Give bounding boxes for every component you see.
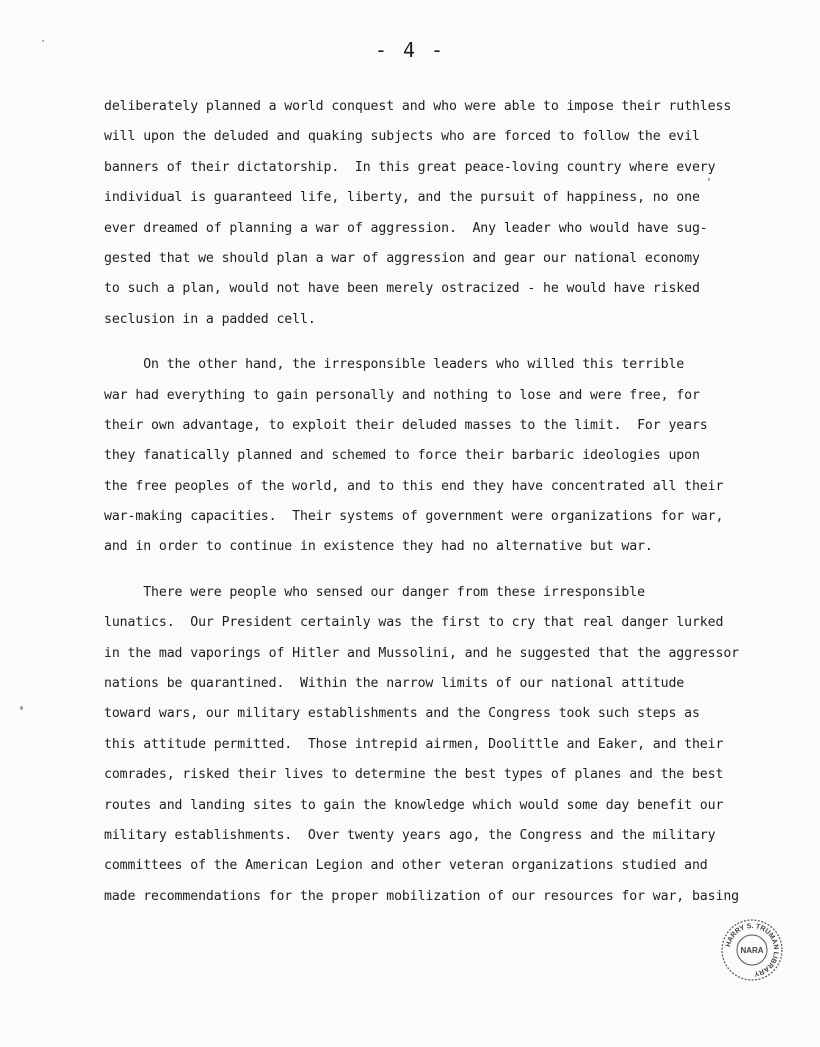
text-line: will upon the deluded and quaking subjects who are forced to follow the evil (104, 129, 700, 145)
text-line: this attitude permitted. Those intrepid airmen, Doolittle and Eaker, and their (104, 736, 724, 752)
text-line: On the other hand, the irresponsible leaders who willed this terrible (104, 357, 685, 373)
paper-speck (708, 178, 710, 181)
text-line: deliberately planned a world conquest and who were able to impose their ruthless (104, 99, 732, 114)
paper-speck (20, 706, 23, 710)
page-number: - 4 - (374, 38, 446, 62)
text-line: in the mad vaporings of Hitler and Mussolini, and he suggested that the aggressor (104, 645, 740, 661)
text-line: banners of their dictatorship. In this great peace-loving country where every (104, 159, 716, 175)
stamp-ring-text: HARRY S. TRUMAN LIBRARY (725, 922, 780, 977)
text-line: war-making capacities. Their systems of government were organizations for war, (104, 509, 724, 525)
paragraph-gap (104, 335, 804, 350)
text-line: war had everything to gain personally and nothing to lose and were free, for (104, 387, 700, 403)
text-line: committees of the American Legion and other veteran organizations studied and (104, 858, 708, 874)
text-line: ever dreamed of planning a war of aggression. Any leader who would have sug- (104, 220, 708, 236)
text-line: military establishments. Over twenty years ago, the Congress and the military (104, 827, 716, 843)
text-line: seclusion in a padded cell. (104, 311, 316, 327)
text-line: individual is guaranteed life, liberty, and the pursuit of happiness, no one (104, 190, 700, 206)
body-text (104, 92, 804, 912)
text-line: nations be quarantined. Within the narrow limits of our national attitude (104, 676, 685, 692)
text-line: they fanatically planned and schemed to force their barbaric ideologies upon (104, 448, 700, 464)
text-line: There were people who sensed our danger from these irresponsible (104, 584, 645, 600)
stamp-center-text: NARA (740, 946, 764, 955)
paragraph (104, 578, 804, 912)
text-line: the free peoples of the world, and to this end they have concentrated all their (104, 478, 724, 494)
text-line: lunatics. Our President certainly was the first to cry that real danger lurked (104, 615, 724, 631)
text-line: their own advantage, to exploit their deluded masses to the limit. For years (104, 417, 708, 433)
text-line: comrades, risked their lives to determine the best types of planes and the best (104, 767, 724, 783)
paper-speck (42, 40, 44, 42)
text-line: made recommendations for the proper mobilization of our resources for war, basing (104, 888, 740, 904)
paragraph (104, 350, 804, 563)
text-line: to such a plan, would not have been merely ostracized - he would have risked (104, 281, 700, 297)
library-stamp-icon (720, 918, 784, 982)
text-line: and in order to continue in existence they had no alternative but war. (104, 539, 653, 555)
paragraph-gap (104, 563, 804, 578)
text-line: gested that we should plan a war of aggression and gear our national economy (104, 250, 700, 266)
paragraph (104, 92, 804, 335)
text-line: toward wars, our military establishments and the Congress took such steps as (104, 706, 700, 722)
text-line: routes and landing sites to gain the knowledge which would some day benefit our (104, 797, 724, 813)
